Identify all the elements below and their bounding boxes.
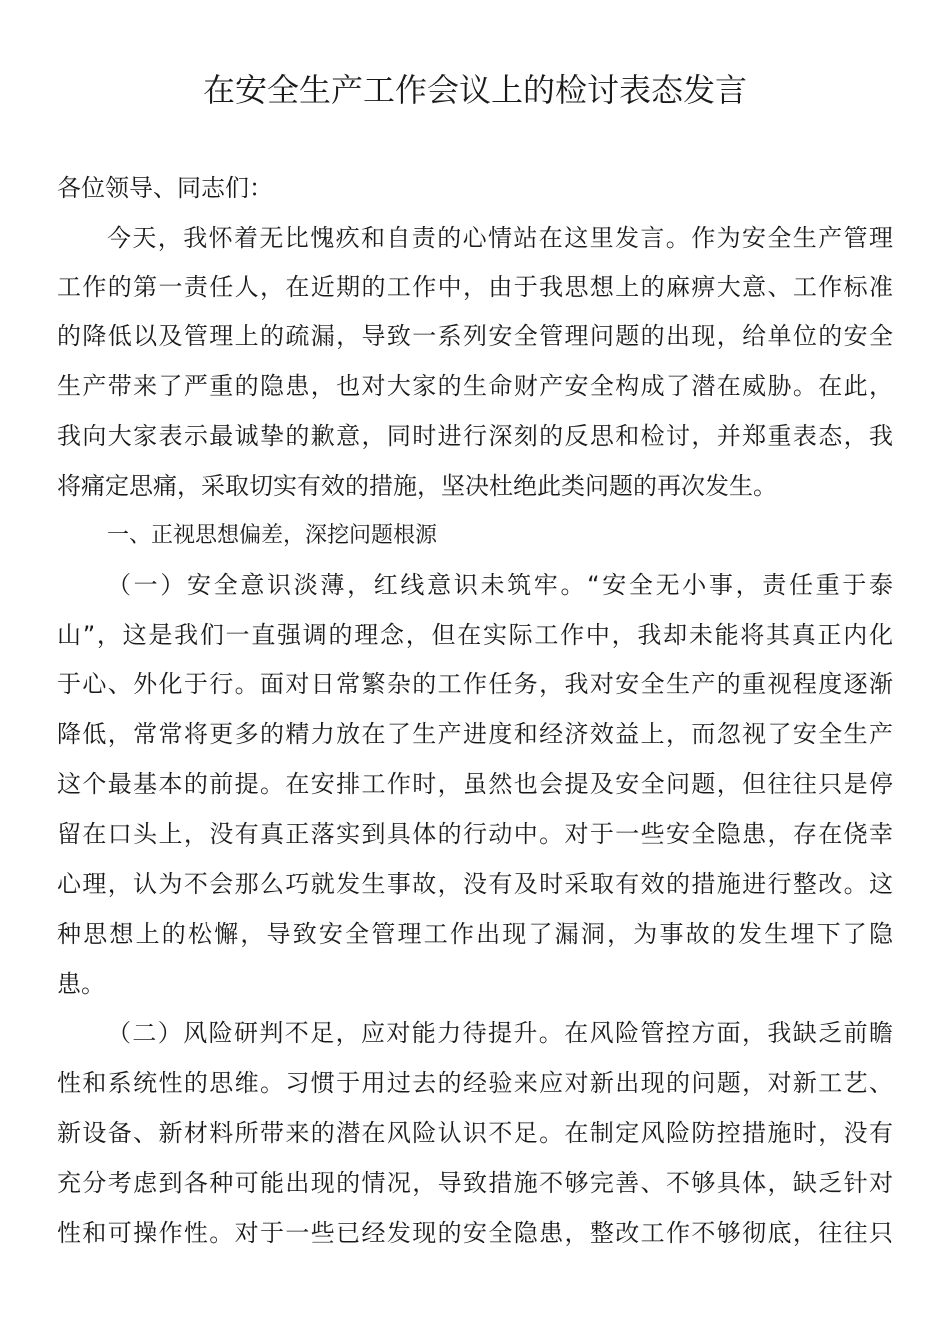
- paragraph-line: 将痛定思痛，采取切实有效的措施，坚决杜绝此类问题的再次发生。: [57, 472, 777, 500]
- paragraph-line: 新设备、新材料所带来的潜在风险认识不足。在制定风险防控措施时，没有: [57, 1119, 893, 1147]
- paragraph-line: 生产带来了严重的隐患，也对大家的生命财产安全构成了潜在威胁。在此，: [57, 372, 893, 400]
- paragraph-line: 这个最基本的前提。在安排工作时，虽然也会提及安全问题，但往往只是停: [57, 770, 893, 798]
- paragraph-line: （一）安全意识淡薄，红线意识未筑牢。“安全无小事，责任重于泰: [107, 571, 893, 599]
- paragraph-line: 于心、外化于行。面对日常繁杂的工作任务，我对安全生产的重视程度逐渐: [57, 670, 893, 698]
- paragraph-line: 性和系统性的思维。习惯于用过去的经验来应对新出现的问题，对新工艺、: [57, 1069, 893, 1097]
- paragraph-line: 患。: [57, 970, 105, 998]
- document-title: 在安全生产工作会议上的检讨表态发言: [202, 71, 747, 109]
- paragraph-line: 今天，我怀着无比愧疚和自责的心情站在这里发言。作为安全生产管理: [107, 224, 893, 252]
- paragraph-line: 种思想上的松懈，导致安全管理工作出现了漏洞，为事故的发生埋下了隐: [57, 920, 893, 948]
- section-heading: 一、正视思想偏差，深挖问题根源: [107, 523, 438, 548]
- paragraph-line: 的降低以及管理上的疏漏，导致一系列安全管理问题的出现，给单位的安全: [57, 322, 893, 350]
- salutation: 各位领导、同志们：: [57, 174, 273, 202]
- paragraph-line: 留在口头上，没有真正落实到具体的行动中。对于一些安全隐患，存在侥幸: [57, 820, 893, 848]
- paragraph-line: 山”，这是我们一直强调的理念，但在实际工作中，我却未能将其真正内化: [57, 621, 893, 649]
- paragraph-line: 充分考虑到各种可能出现的情况，导致措施不够完善、不够具体，缺乏针对: [57, 1169, 893, 1197]
- paragraph-line: 我向大家表示最诚挚的歉意，同时进行深刻的反思和检讨，并郑重表态，我: [57, 422, 893, 450]
- paragraph-line: （二）风险研判不足，应对能力待提升。在风险管控方面，我缺乏前瞻: [107, 1019, 893, 1047]
- paragraph-line: 工作的第一责任人，在近期的工作中，由于我思想上的麻痹大意、工作标准: [57, 273, 893, 301]
- paragraph-line: 性和可操作性。对于一些已经发现的安全隐患，整改工作不够彻底，往往只: [57, 1219, 893, 1247]
- paragraph-line: 心理，认为不会那么巧就发生事故，没有及时采取有效的措施进行整改。这: [57, 870, 893, 898]
- paragraph-line: 降低，常常将更多的精力放在了生产进度和经济效益上，而忽视了安全生产: [57, 720, 893, 748]
